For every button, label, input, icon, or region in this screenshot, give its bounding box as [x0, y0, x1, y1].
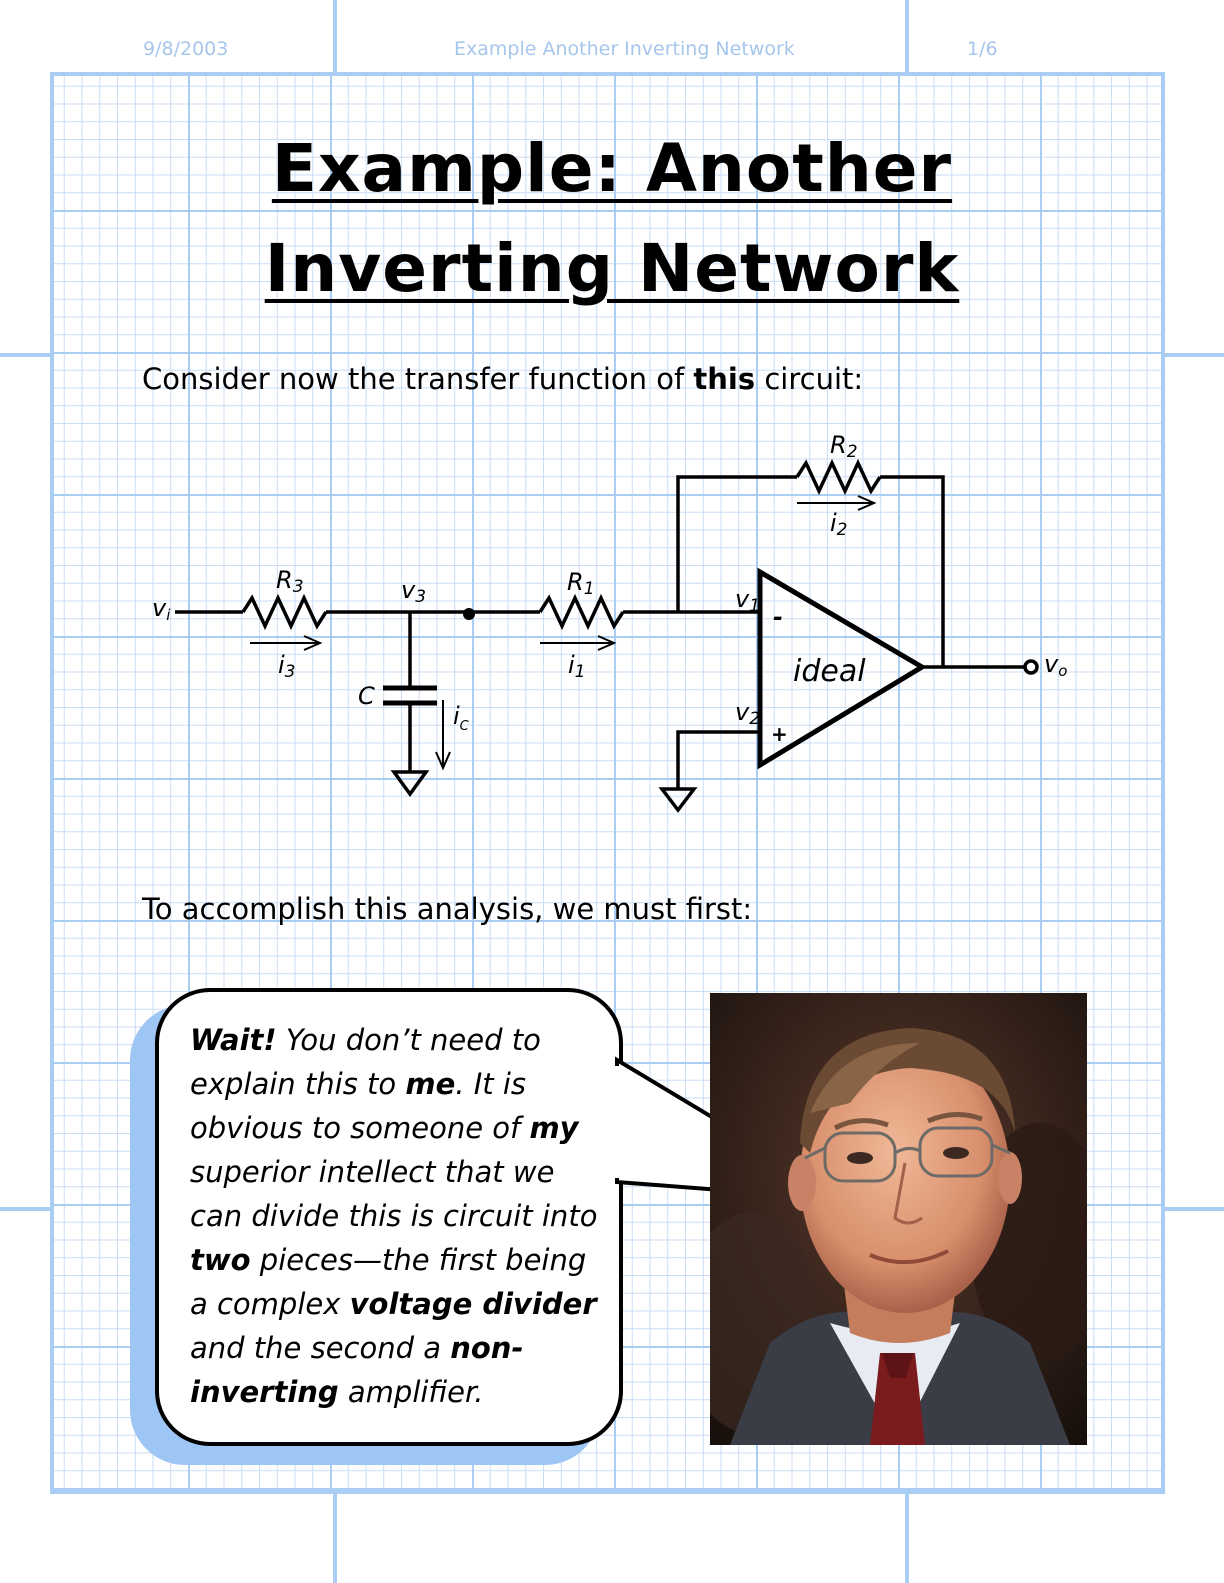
- label-plus: +: [771, 722, 788, 746]
- label-i1: i1: [568, 651, 586, 682]
- label-v2: v2: [735, 698, 761, 729]
- page-title-line-1: Example: Another: [271, 130, 953, 207]
- label-r3: R3: [276, 566, 304, 597]
- page-title-line-2: Inverting Network: [264, 230, 960, 307]
- resistor-r2: [797, 463, 880, 491]
- ground-symbol-opamp: [662, 789, 694, 810]
- label-r1: R1: [567, 568, 595, 599]
- header-page-number: 1/6: [967, 38, 998, 60]
- header-title: Example Another Inverting Network: [454, 38, 795, 60]
- resistor-r3: [243, 598, 326, 626]
- label-r2: R2: [830, 431, 858, 462]
- label-vo: vo: [1044, 650, 1068, 680]
- node-dot-v3: [463, 608, 475, 620]
- label-v3: v3: [401, 576, 427, 607]
- ground-symbol-cap: [394, 772, 426, 794]
- resistor-r1: [540, 598, 623, 626]
- label-minus: -: [773, 603, 783, 631]
- intro-emphasis: this: [693, 362, 756, 396]
- label-c: C: [358, 682, 375, 710]
- header-date: 9/8/2003: [143, 38, 229, 60]
- analysis-prompt: To accomplish this analysis, we must first:: [142, 892, 753, 926]
- label-ic: $i_C$: [453, 702, 469, 734]
- label-v1: v1: [735, 585, 761, 616]
- intro-text: Consider now the transfer function of this circuit:: [142, 362, 864, 396]
- speech-bubble-text: Wait! You don’t need to explain this to me. It is obvious to someone of my superior intellect that we can divide this is circuit into two pieces—the first being a complex voltage divider and the second a non-inverting amplifier.: [190, 1023, 598, 1409]
- output-terminal: [1025, 661, 1037, 673]
- label-vi: vi: [152, 594, 171, 624]
- label-ideal: ideal: [793, 654, 866, 689]
- portrait-photo: [710, 993, 1087, 1445]
- label-i3: i3: [278, 651, 296, 682]
- label-i2: i2: [830, 509, 848, 540]
